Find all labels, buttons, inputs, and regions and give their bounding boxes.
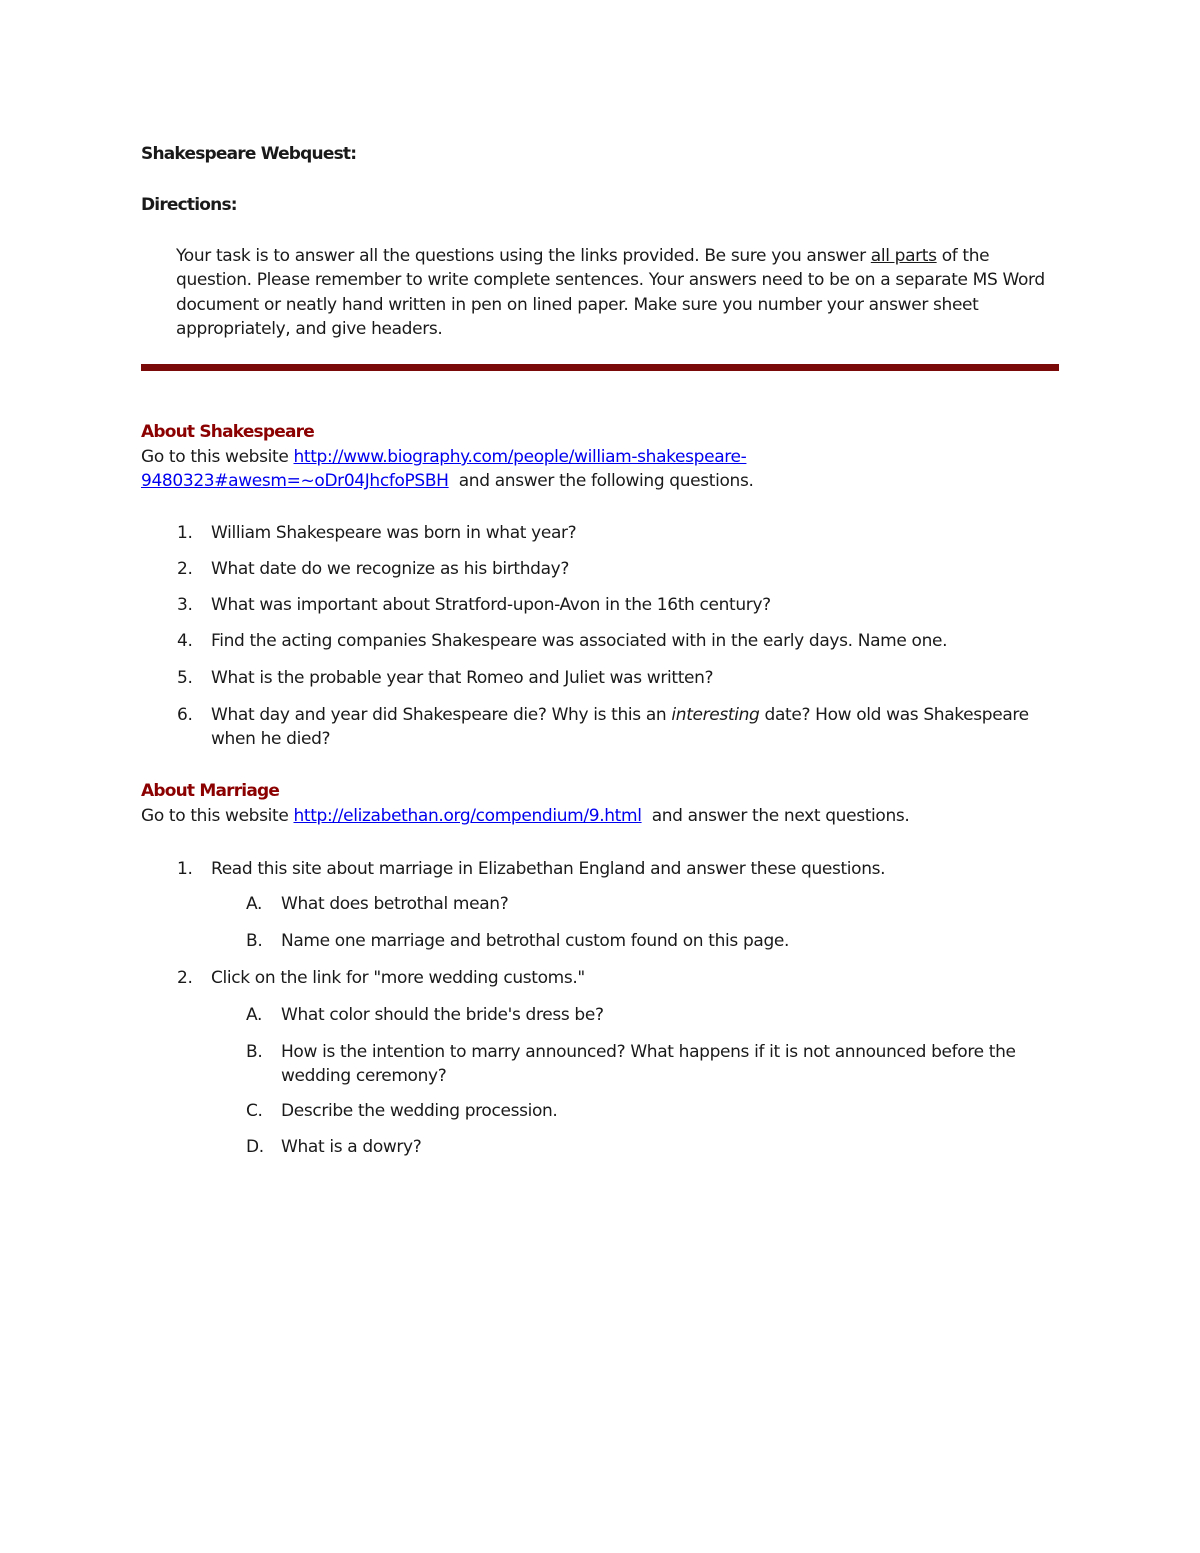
question-text: William Shakespeare was born in what year? bbox=[211, 523, 577, 543]
intro-text: Go to this website bbox=[141, 447, 294, 467]
question-text: What date do we recognize as his birthday? bbox=[211, 559, 570, 579]
question-text: What is the probable year that Romeo and Juliet was written? bbox=[211, 668, 714, 688]
section-intro-about-shakespeare bbox=[141, 445, 1041, 494]
question-number: 5. bbox=[177, 668, 193, 688]
section-intro-about-marriage bbox=[141, 804, 1041, 828]
question-number: 1. bbox=[177, 859, 193, 879]
question-item bbox=[177, 629, 1031, 653]
question-item bbox=[177, 857, 1031, 881]
question-text: Find the acting companies Shakespeare was associated with in the early days. Name one. bbox=[211, 631, 948, 651]
intro-text: Go to this website bbox=[141, 806, 294, 826]
question-item bbox=[177, 557, 1031, 581]
question-number: 1. bbox=[177, 523, 193, 543]
sub-question-item bbox=[246, 892, 1041, 916]
directions-text-end: of the question. Please remember to write complete sentences. Your answers need to be on a separate MS Word document or neatly hand written in pen on lined paper. Make sure you number your answer sheet appropriately, and give headers. bbox=[176, 246, 1045, 339]
question-item bbox=[177, 666, 1031, 690]
directions-underlined: all parts bbox=[870, 246, 937, 266]
question-number: 3. bbox=[177, 595, 193, 615]
question-number: 2. bbox=[177, 559, 193, 579]
question-text: What was important about Stratford-upon-Avon in the 16th century? bbox=[211, 595, 771, 615]
intro-text-end: and answer the next questions. bbox=[651, 806, 910, 826]
emphasis-interesting: interesting bbox=[671, 705, 760, 725]
sub-question-text: What does betrothal mean? bbox=[281, 894, 509, 914]
question-item bbox=[177, 593, 1031, 617]
sub-question-item bbox=[246, 1003, 1041, 1027]
question-item bbox=[177, 703, 1031, 752]
directions-text bbox=[176, 244, 1061, 341]
question-number: 4. bbox=[177, 631, 193, 651]
intro-text-end: and answer the following questions. bbox=[458, 471, 754, 492]
sub-question-label: B. bbox=[246, 931, 263, 951]
directions-heading: Directions: bbox=[141, 195, 237, 215]
question-number: 2. bbox=[177, 968, 193, 988]
question-number: 6. bbox=[177, 705, 193, 725]
sub-question-label: B. bbox=[246, 1042, 263, 1062]
sub-question-text: Name one marriage and betrothal custom found on this page. bbox=[281, 931, 790, 951]
question-item bbox=[177, 521, 1031, 545]
sub-question-label: A. bbox=[246, 894, 263, 914]
sub-question-text: What color should the bride's dress be? bbox=[281, 1005, 604, 1025]
sub-question-text: Describe the wedding procession. bbox=[281, 1101, 558, 1121]
biography-link[interactable]: http://www.biography.com/people/william-shakespeare- 9480323#awesm=~oDr04JhcfoPSBH bbox=[141, 447, 747, 492]
sub-question-item bbox=[246, 929, 1041, 953]
directions-text-start: Your task is to answer all the questions using the links provided. Be sure you answer bbox=[176, 246, 871, 266]
section-heading-about-shakespeare: About Shakespeare bbox=[141, 422, 314, 442]
sub-question-label: A. bbox=[246, 1005, 263, 1025]
sub-question-label: C. bbox=[246, 1101, 263, 1121]
elizabethan-link[interactable]: http://elizabethan.org/compendium/9.html bbox=[293, 806, 642, 826]
question-item bbox=[177, 966, 1031, 990]
question-text: Click on the link for "more wedding customs." bbox=[211, 968, 585, 988]
section-divider bbox=[141, 364, 1059, 371]
sub-question-item bbox=[246, 1040, 1041, 1089]
question-text: What day and year did Shakespeare die? Why is this an interesting date? How old was Shakespeare when he died? bbox=[211, 705, 1029, 750]
sub-question-item bbox=[246, 1099, 1041, 1123]
sub-question-label: D. bbox=[246, 1137, 264, 1157]
sub-question-text: What is a dowry? bbox=[281, 1137, 422, 1157]
document-title: Shakespeare Webquest: bbox=[141, 144, 357, 164]
sub-question-text: How is the intention to marry announced? What happens if it is not announced before the wedding ceremony? bbox=[281, 1042, 1016, 1087]
sub-question-item bbox=[246, 1135, 1041, 1159]
question-text: Read this site about marriage in Elizabethan England and answer these questions. bbox=[211, 859, 886, 879]
section-heading-about-marriage: About Marriage bbox=[141, 781, 280, 801]
